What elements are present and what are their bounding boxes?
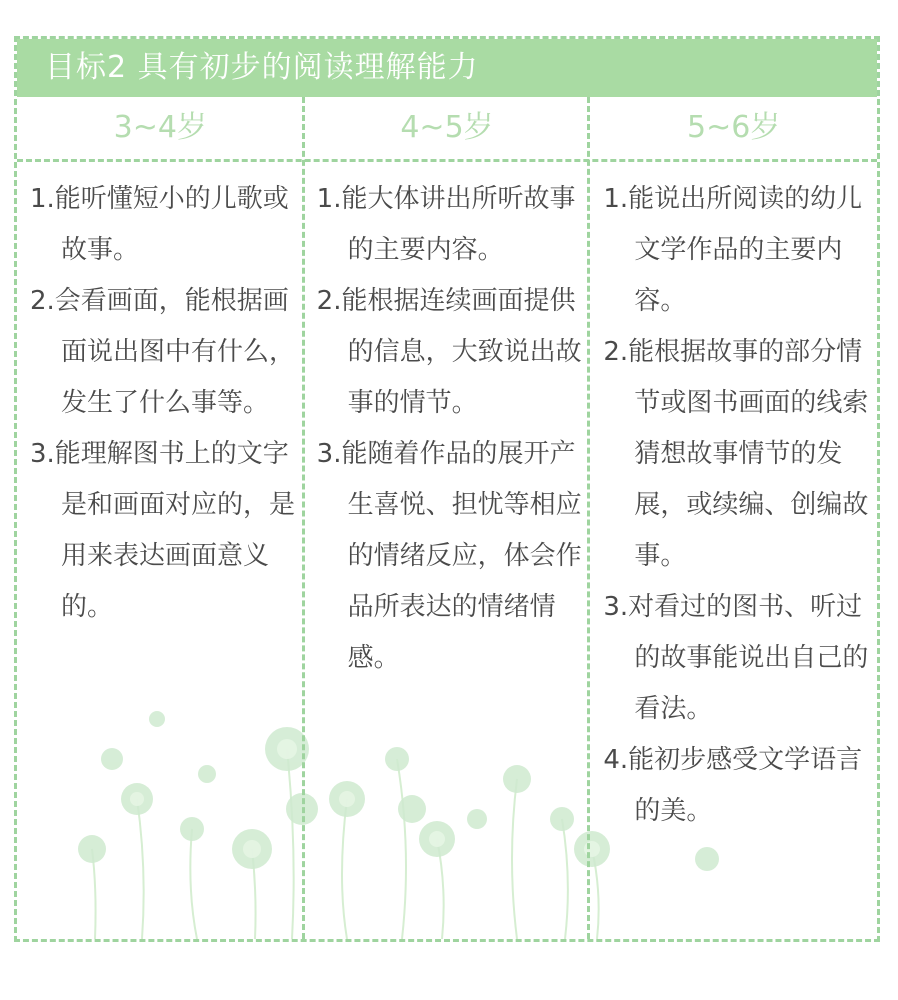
list-item: 3.能随着作品的展开产生喜悦、担忧等相应的情绪反应，体会作品所表达的情绪情感。 [316, 439, 582, 673]
age-header-4-5: 4~5岁 [400, 110, 494, 145]
column-5-6 [590, 162, 877, 939]
list-item: 4.能初步感受文学语言的美。 [603, 745, 863, 826]
table-title: 目标2 具有初步的阅读理解能力 [17, 39, 877, 97]
list-item: 1.能听懂短小的儿歌或故事。 [30, 184, 289, 265]
column-divider [302, 97, 305, 939]
age-header-3-4: 3~4岁 [113, 110, 207, 145]
column-4-5 [304, 162, 591, 939]
column-3-4 [17, 162, 304, 939]
reading-goal-table [14, 36, 880, 942]
list-item: 1.能说出所阅读的幼儿文学作品的主要内容。 [603, 184, 863, 316]
age-header-row [17, 97, 877, 162]
column-divider [587, 97, 590, 939]
list-item: 2.会看画面，能根据画面说出图中有什么，发生了什么事等。 [30, 286, 296, 418]
list-item: 1.能大体讲出所听故事的主要内容。 [316, 184, 576, 265]
goals-body [17, 162, 877, 939]
list-item: 2.能根据故事的部分情节或图书画面的线索猜想故事情节的发展，或续编、创编故事。 [603, 337, 869, 571]
list-item: 3.能理解图书上的文字是和画面对应的，是用来表达画面意义的。 [30, 439, 296, 622]
list-item: 3.对看过的图书、听过的故事能说出自己的看法。 [603, 592, 869, 724]
age-header-5-6: 5~6岁 [687, 110, 781, 145]
list-item: 2.能根据连续画面提供的信息，大致说出故事的情节。 [316, 286, 582, 418]
